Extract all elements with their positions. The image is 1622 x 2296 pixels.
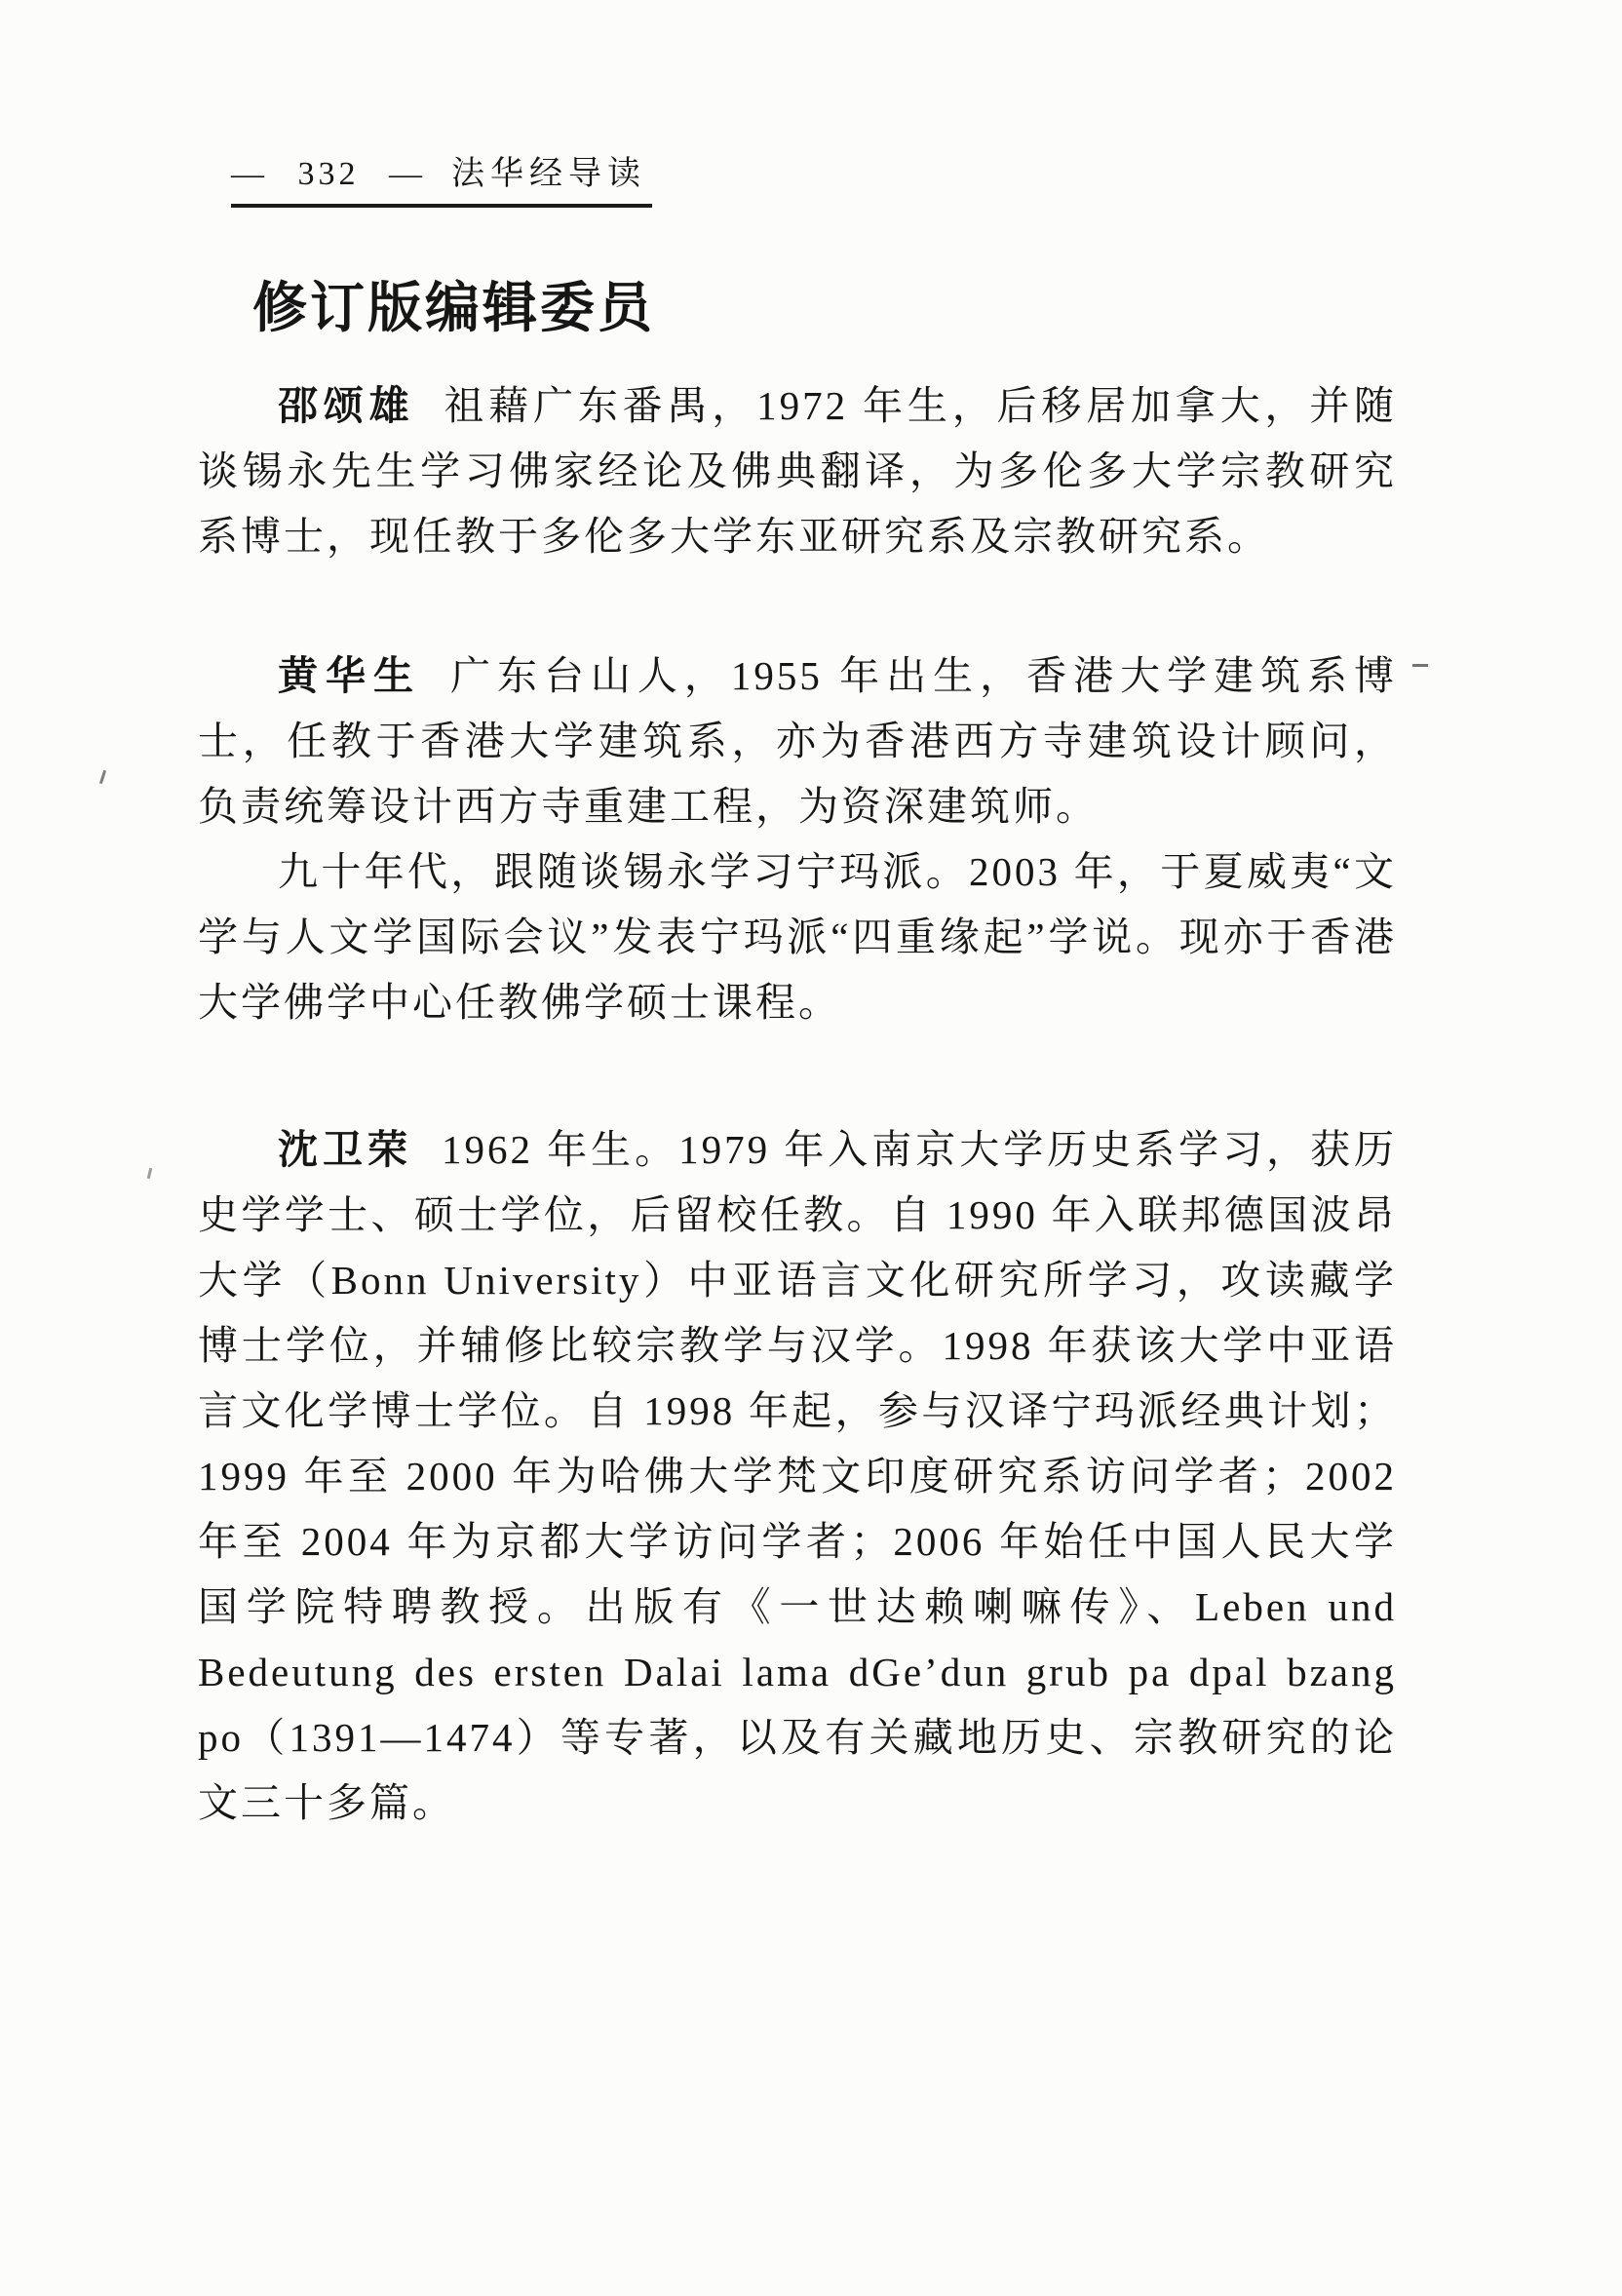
- section-title: 修订版编辑委员: [252, 277, 655, 338]
- bio-text: 1962 年生。1979 年入南京大学历史系学习，获历史学学士、硕士学位，后留校任教。自 1990 年入联邦德国波昂大学（Bonn University）中亚语言文化研究所学习，攻读藏学博士学位，并辅修比较宗教学与汉学。1998 年获该大学中亚语言文化学博士学位。自 1998 年起，参与汉译宁玛派经典计划；1999 年至 2000 年为哈佛大学梵文印度研究系访问学者；2002 年至 2004 年为京都大学访问学者；2006 年始任中国人民大学国学院特聘教授。出版有《一世达赖喇嘛传》、Leben und Bedeutung des ersten Dalai lama dGe’dun grub pa dpal bzang po（1391—1474）等专著，以及有关藏地历史、宗教研究的论文三十多篇。: [198, 1127, 1398, 1825]
- scan-artifact-speck: [99, 770, 106, 784]
- bio-person-name: 黄华生: [278, 653, 421, 698]
- bio-text: 广东台山人，1955 年出生，香港大学建筑系博士，任教于香港大学建筑系，亦为香港西方寺建筑设计顾问，负责统筹设计西方寺重建工程，为资深建筑师。: [198, 653, 1398, 829]
- bio-text: 九十年代，跟随谈锡永学习宁玛派。2003 年，于夏威夷“文学与人文学国际会议”发表宁玛派“四重缘起”学说。现亦于香港大学佛学中心任教佛学硕士课程。: [198, 849, 1397, 1025]
- bio-paragraph-huang-huasheng-continued: [198, 839, 1397, 1035]
- bio-text: 祖藉广东番禺，1972 年生，后移居加拿大，并随谈锡永先生学习佛家经论及佛典翻译，为多伦多大学宗教研究系博士，现任教于多伦多大学东亚研究系及宗教研究系。: [198, 383, 1397, 559]
- book-title: 法华经导读: [451, 156, 646, 192]
- scan-artifact-dash: [1412, 664, 1428, 667]
- page-number: — 332 —: [231, 156, 426, 192]
- bio-person-name: 沈卫荣: [278, 1127, 412, 1172]
- page-content: [198, 0, 1397, 1836]
- bio-paragraph-shao-songxiong: [198, 373, 1397, 569]
- bio-paragraph-huang-huasheng: [198, 643, 1397, 839]
- scan-artifact-tick: [147, 1168, 153, 1179]
- running-head: [231, 154, 652, 208]
- bio-paragraph-shen-weirong: [198, 1117, 1397, 1836]
- bio-person-name: 邵颂雄: [278, 383, 415, 428]
